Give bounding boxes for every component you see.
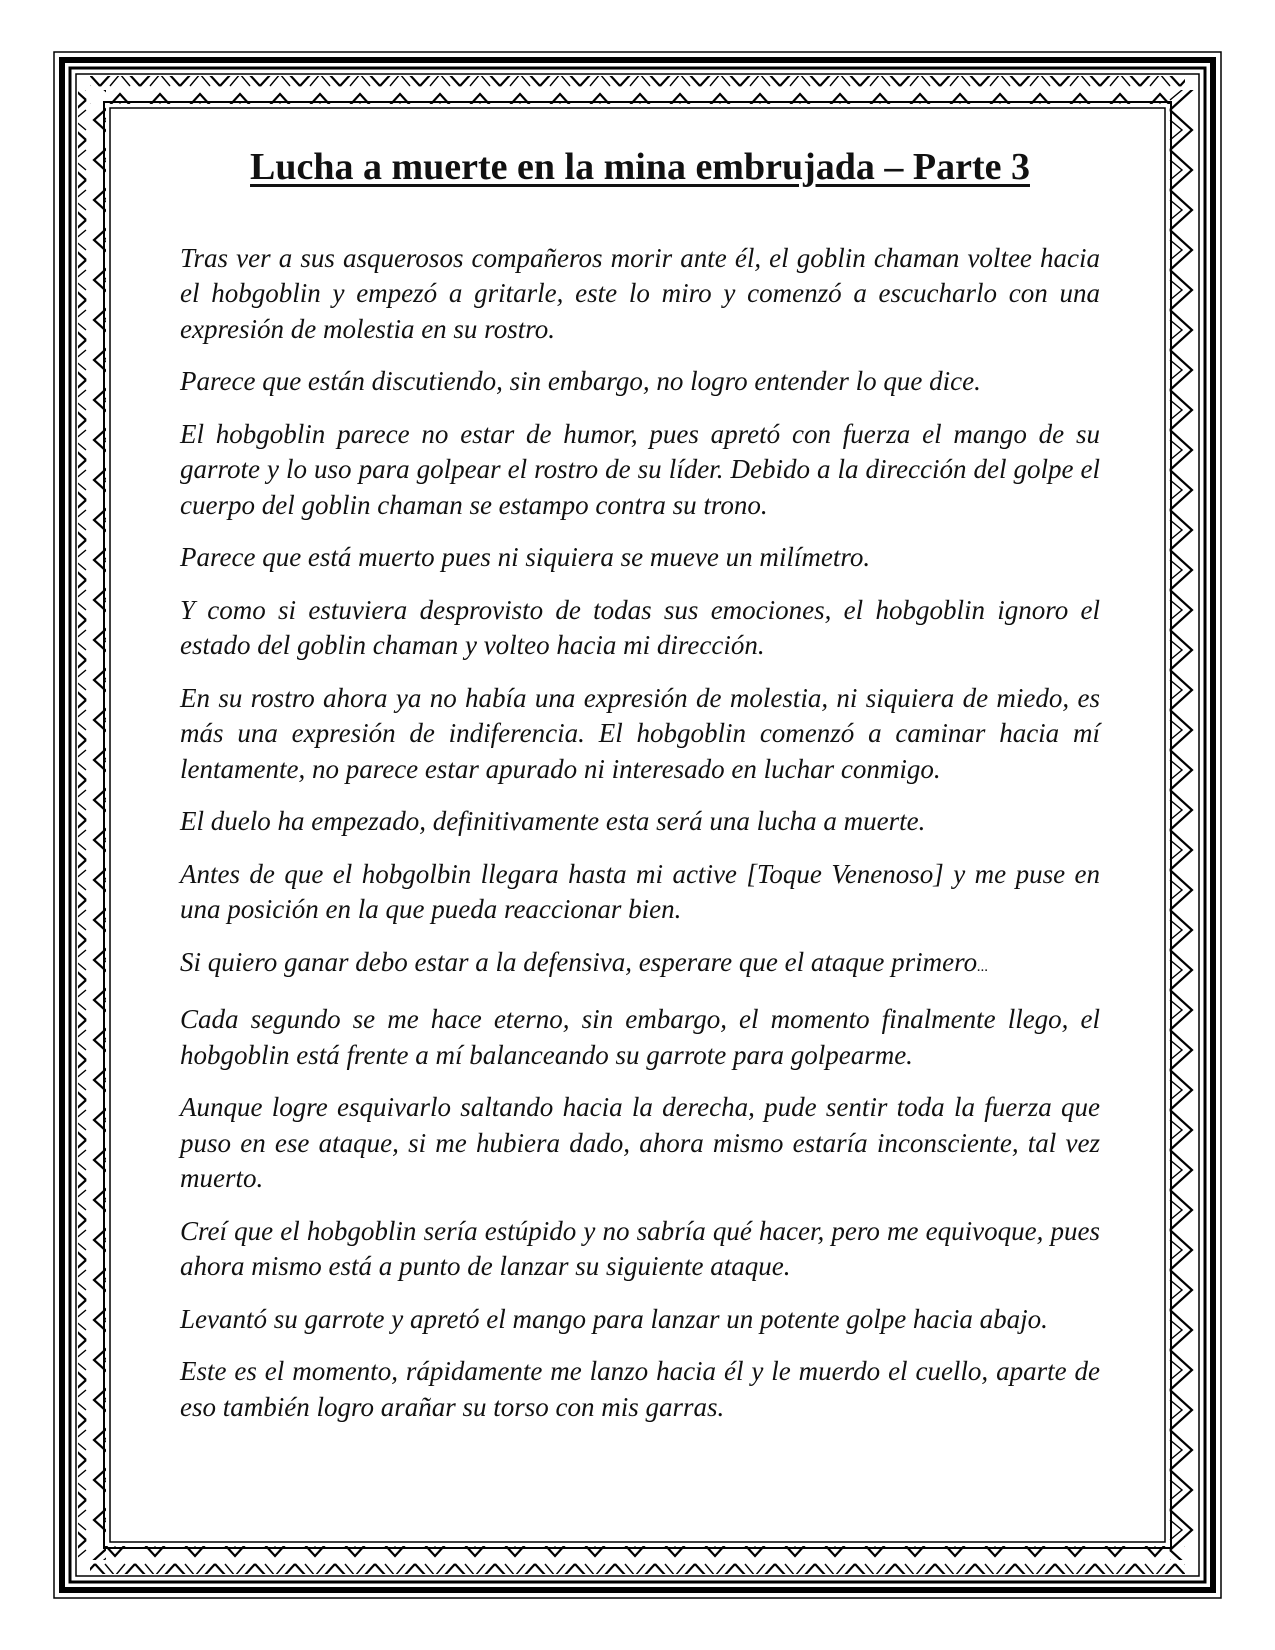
paragraph: Cada segundo se me hace eterno, sin embargo, el momento finalmente llego, el hobgoblin está frente a mí balanceando su garrote para golpearme. <box>180 1004 1100 1070</box>
paragraph: Creí que el hobgoblin sería estúpido y no sabría qué hacer, pero me equivoque, pues ahora mismo está a punto de lanzar su siguiente ataque. <box>180 1215 1100 1282</box>
paragraph: El hobgoblin parece no estar de humor, pues apretó con fuerza el mango de su garrote y lo uso para golpear el rostro de su líder. Debido a la dirección del golpe el cuerpo del goblin chaman se estampo contra su trono. <box>180 418 1100 520</box>
paragraph: El duelo ha empezado, definitivamente esta será una lucha a muerte. <box>180 806 926 837</box>
paragraph: Y como si estuviera desprovisto de todas sus emociones, el hobgoblin ignoro el estado del goblin chaman y volteo hacia mi dirección. <box>180 594 1100 661</box>
document-body <box>180 145 1100 1480</box>
paragraph: Aunque logre esquivarlo saltando hacia la derecha, pude sentir toda la fuerza que puso en ese ataque, si me hubiera dado, ahora mismo estaría inconsciente, tal vez muerto. <box>180 1092 1100 1194</box>
paragraph-text: Si quiero ganar debo estar a la defensiva, esperare que el ataque primero <box>180 946 978 977</box>
paragraph: Parece que están discutiendo, sin embargo, no logro entender lo que dice. <box>180 366 981 397</box>
document-title: Lucha a muerte en la mina embrujada – Parte 3 <box>250 146 1030 188</box>
paragraph: Tras ver a sus asquerosos compañeros morir ante él, el goblin chaman voltee hacia el hobgoblin y empezó a gritarle, este lo miro y comenzó a escucharlo con una expresión de molestia en su rostro. <box>180 242 1100 344</box>
ellipsis: ... <box>977 958 989 975</box>
paragraph: Este es el momento, rápidamente me lanzo hacia él y le muerdo el cuello, aparte de eso también logro arañar su torso con mis garras. <box>180 1356 1100 1422</box>
paragraph: Antes de que el hobgolbin llegara hasta mi active [Toque Venenoso] y me puse en una posición en la que pueda reaccionar bien. <box>180 858 1100 925</box>
paragraph: Levantó su garrote y apretó el mango para lanzar un potente golpe hacia abajo. <box>180 1303 1048 1334</box>
paragraph: Parece que está muerto pues ni siquiera se mueve un milímetro. <box>180 542 871 573</box>
paragraph: En su rostro ahora ya no había una expresión de molestia, ni siquiera de miedo, es más una expresión de indiferencia. El hobgoblin comenzó a caminar hacia mí lentamente, no parece estar apurado ni interesado en luchar conmigo. <box>180 682 1100 784</box>
paragraph <box>180 945 1100 986</box>
